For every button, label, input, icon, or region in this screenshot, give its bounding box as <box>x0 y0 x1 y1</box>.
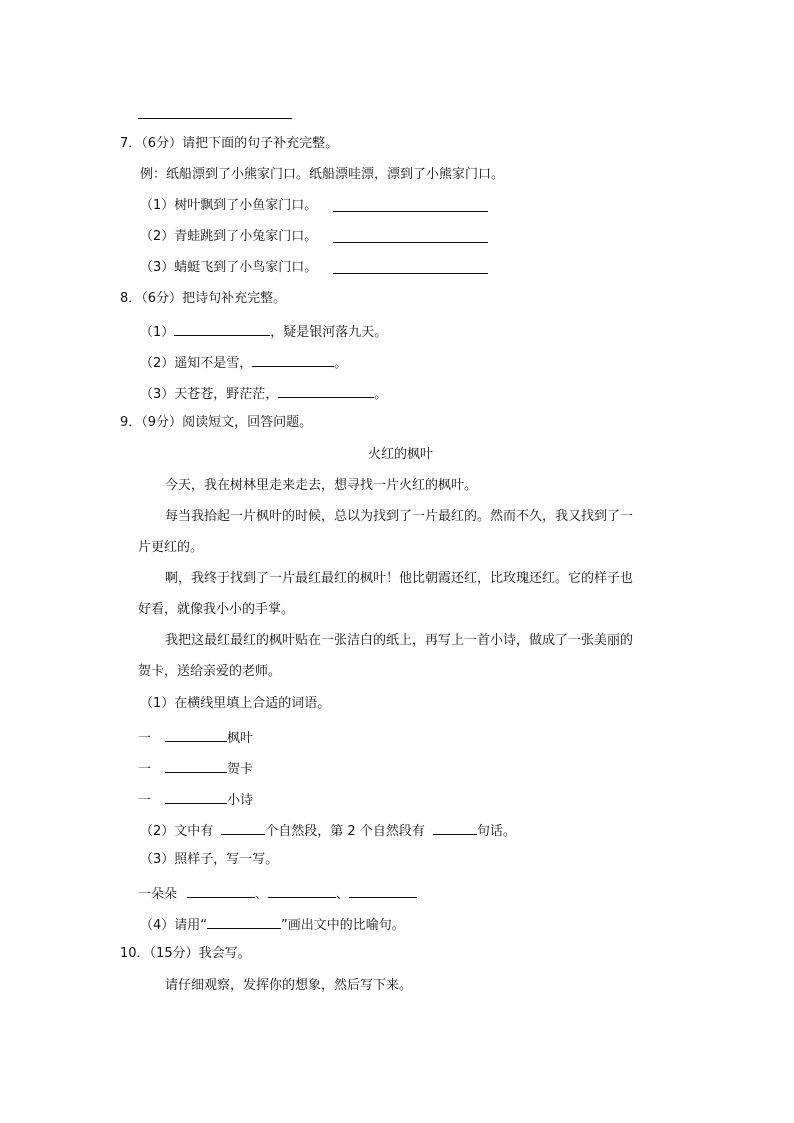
q9-fill-1-prefix: 一 <box>138 731 152 746</box>
q7-item-2-answer-line[interactable] <box>333 242 488 243</box>
q9-sub2-part-a: （2）文中有 <box>140 824 214 839</box>
q9-fill-1-word: 枫叶 <box>227 731 254 746</box>
q9-fill-3-prefix: 一 <box>138 793 152 808</box>
q8-item-1-blank[interactable] <box>174 321 270 336</box>
q9-sub3-answer <box>138 883 417 904</box>
q8-item-2-after: 。 <box>334 356 348 371</box>
q10-heading <box>120 945 251 963</box>
q9-sub4-part-b: ”画出文中的比喻句。 <box>281 918 405 933</box>
q7-prompt: 请把下面的句子补充完整。 <box>182 136 339 151</box>
q7-item-2-text: 青蛙跳到了小兔家门口。 <box>174 229 318 244</box>
answer-line-top[interactable] <box>138 118 292 119</box>
q8-number: 8． <box>120 291 142 306</box>
q9-prompt: 阅读短文，回答问题。 <box>182 415 313 430</box>
q9-score: （9分） <box>141 415 183 430</box>
q10-instruction: 请仔细观察，发挥你的想象，然后写下来。 <box>165 978 413 993</box>
q9-fill-3-word: 小诗 <box>227 793 254 808</box>
q7-example: 例：纸船漂到了小熊家门口。纸船漂哇漂，漂到了小熊家门口。 <box>140 167 505 182</box>
q9-sub4 <box>140 914 405 935</box>
q8-item-2-num: （2） <box>140 356 175 371</box>
q9-fill-1-blank[interactable] <box>165 727 227 742</box>
q9-sub3-blank-3[interactable] <box>349 883 417 898</box>
q8-score: （6分） <box>141 291 183 306</box>
q8-item-1-after: ，疑是银河落九天。 <box>270 325 388 340</box>
q8-item-3-blank[interactable] <box>278 383 374 398</box>
q10-score: （15分） <box>149 946 199 961</box>
q9-fill-2-word: 贺卡 <box>227 762 254 777</box>
passage-paragraph-3-line-1: 啊，我终于找到了一片最红最红的枫叶！他比朝霞还红，比玫瑰还红。它的样子也 <box>165 571 634 586</box>
q9-sub4-underline-sample <box>207 914 281 929</box>
q9-fill-3 <box>138 789 253 810</box>
q9-sub1: （1）在横线里填上合适的词语。 <box>140 696 331 711</box>
q8-item-1-num: （1） <box>140 325 175 340</box>
q8-item-3-num: （3） <box>140 387 175 402</box>
q9-sub2-blank-1[interactable] <box>221 820 265 835</box>
passage-paragraph-4-line-1: 我把这最红最红的枫叶贴在一张洁白的纸上，再写上一首小诗，做成了一张美丽的 <box>165 633 634 648</box>
q7-number: 7． <box>120 136 142 151</box>
passage-title: 火红的枫叶 <box>368 447 434 462</box>
q7-score: （6分） <box>141 136 183 151</box>
q7-item-3-answer-line[interactable] <box>333 273 488 274</box>
q9-sub3-blank-2[interactable] <box>268 883 336 898</box>
q7-heading <box>120 135 338 153</box>
q9-fill-2-blank[interactable] <box>165 758 227 773</box>
passage-paragraph-1: 今天，我在树林里走来走去，想寻找一片火红的枫叶。 <box>165 478 478 493</box>
q8-item-1 <box>140 321 387 342</box>
q7-item-2 <box>140 228 317 246</box>
q9-sub3-blank-1[interactable] <box>187 883 255 898</box>
q9-number: 9． <box>120 415 142 430</box>
passage-paragraph-4-line-2: 贺卡，送给亲爱的老师。 <box>138 664 282 679</box>
q7-item-1-answer-line[interactable] <box>333 211 488 212</box>
q9-sub2-blank-2[interactable] <box>433 820 477 835</box>
q7-item-3-num: （3） <box>140 260 175 275</box>
q7-item-2-num: （2） <box>140 229 175 244</box>
q8-item-3-before: 天苍苍，野茫茫， <box>174 387 279 402</box>
q9-sub2 <box>140 820 516 841</box>
passage-paragraph-2-line-1: 每当我拾起一片枫叶的时候，总以为找到了一片最红的。然而不久，我又找到了一 <box>165 509 634 524</box>
q10-number: 10． <box>120 946 150 961</box>
q7-item-3 <box>140 259 317 277</box>
q9-fill-1 <box>138 727 253 748</box>
q10-prompt: 我会写。 <box>198 946 251 961</box>
q9-sub3-prefix: 一朵朵 <box>138 887 178 902</box>
q8-item-2-before: 遥知不是雪， <box>174 356 253 371</box>
q8-item-3 <box>140 383 387 404</box>
q9-heading <box>120 414 312 432</box>
q9-sub4-part-a: （4）请用“ <box>140 918 208 933</box>
q9-sub2-part-b: 个自然段，第 2 个自然段有 <box>265 824 425 839</box>
q9-sub2-part-c: 句话。 <box>476 824 516 839</box>
q8-heading <box>120 290 286 308</box>
q9-fill-3-blank[interactable] <box>165 789 227 804</box>
q8-item-3-after: 。 <box>374 387 388 402</box>
passage-paragraph-3-line-2: 好看，就像我小小的手掌。 <box>138 602 295 617</box>
q9-sub3-sep-1: 、 <box>255 887 269 902</box>
q7-item-1-text: 树叶飘到了小鱼家门口。 <box>174 198 318 213</box>
q7-item-1-num: （1） <box>140 198 175 213</box>
q7-item-3-text: 蜻蜓飞到了小鸟家门口。 <box>174 260 318 275</box>
q7-item-1 <box>140 197 317 215</box>
q9-fill-2-prefix: 一 <box>138 762 152 777</box>
q9-fill-2 <box>138 758 253 779</box>
q8-item-2 <box>140 352 347 373</box>
q9-sub3: （3）照样子，写一写。 <box>140 852 279 867</box>
passage-paragraph-2-line-2: 片更红的。 <box>138 540 204 555</box>
q8-item-2-blank[interactable] <box>252 352 334 367</box>
q9-sub3-sep-2: 、 <box>336 887 350 902</box>
q8-prompt: 把诗句补充完整。 <box>182 291 287 306</box>
